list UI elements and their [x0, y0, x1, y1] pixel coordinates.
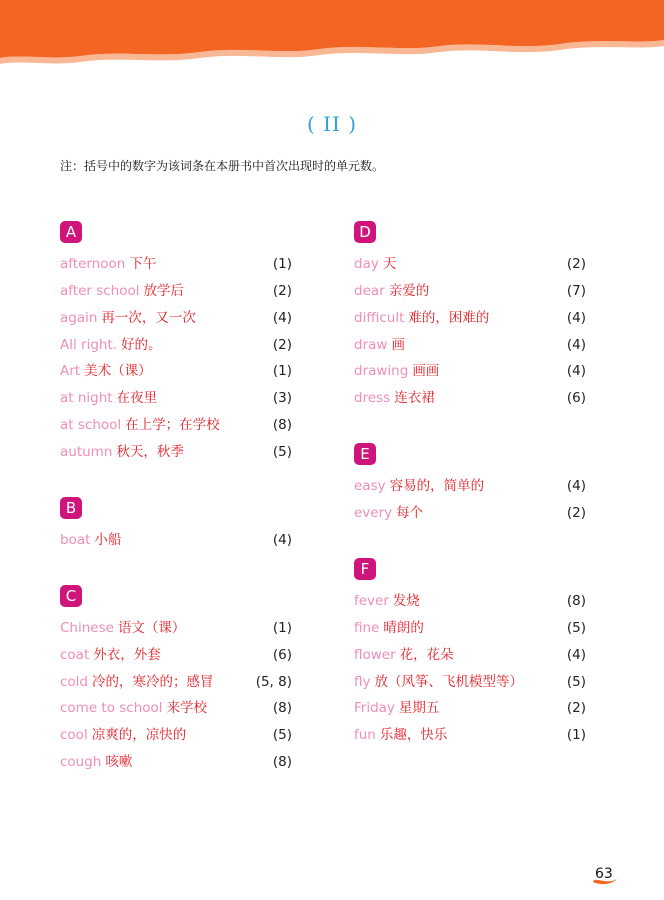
entry-chinese: 冷的，寒冷的；感冒 [92, 674, 214, 690]
list-item [60, 752, 292, 772]
entry-unit: (5) [272, 444, 292, 460]
entry-chinese: 放（风筝、飞机模型等） [374, 674, 523, 690]
entry-chinese: 下午 [129, 256, 157, 272]
list-item [354, 645, 586, 665]
entry-english: draw [354, 337, 388, 353]
entry-unit: (1) [272, 363, 292, 379]
entry-chinese: 外衣，外套 [93, 647, 161, 663]
list-item [60, 308, 292, 328]
list-item [60, 388, 292, 408]
entry-chinese: 来学校 [166, 700, 208, 716]
entry-chinese: 乐趣，快乐 [379, 727, 448, 743]
entry-unit: (5) [566, 620, 586, 636]
entry-unit: (1) [272, 620, 292, 636]
entry-chinese: 星期五 [398, 700, 440, 716]
entry-english: cold [60, 674, 89, 690]
letter-badge-c: C [60, 585, 82, 607]
entry-unit: (8) [272, 700, 292, 716]
list-item [354, 335, 586, 355]
list-item [354, 725, 586, 745]
entry-chinese: 小船 [94, 532, 122, 548]
entry-english: at night [60, 390, 113, 406]
entry-chinese: 晴朗的 [383, 620, 424, 636]
entry-english: again [60, 310, 98, 326]
list-item [60, 618, 292, 638]
entry-chinese: 放学后 [143, 283, 185, 299]
note-text: 注：括号中的数字为该词条在本册书中首次出现时的单元数。 [60, 159, 385, 173]
entry-english: fly [354, 674, 371, 690]
entry-english: fun [354, 727, 376, 743]
entry-english: at school [60, 417, 122, 433]
entry-unit: (1) [272, 256, 292, 272]
page-number: 63 [595, 866, 613, 882]
entry-unit: (2) [566, 700, 586, 716]
entry-chinese: 美术（课） [84, 363, 152, 379]
entry-unit: (4) [272, 532, 292, 548]
list-item [354, 672, 586, 692]
list-item [354, 618, 586, 638]
entry-chinese: 咳嗽 [105, 754, 133, 770]
entry-unit: (3) [272, 390, 292, 406]
entry-english: flower [354, 647, 396, 663]
entry-english: Art [60, 363, 81, 379]
entry-english: difficult [354, 310, 405, 326]
list-item [60, 645, 292, 665]
list-item [60, 698, 292, 718]
entry-unit: (2) [566, 505, 586, 521]
entry-chinese: 语文（课） [117, 620, 186, 636]
list-item [60, 415, 292, 435]
entry-unit: (5) [566, 674, 586, 690]
list-item [354, 308, 586, 328]
entry-english: cool [60, 727, 88, 743]
list-item [354, 281, 586, 301]
entry-english: drawing [354, 363, 409, 379]
letter-badge-e: E [354, 443, 376, 465]
letter-badge-a: A [60, 221, 82, 243]
list-item [354, 698, 586, 718]
entry-english: All right. [60, 337, 118, 353]
entry-english: coat [60, 647, 90, 663]
entry-english: afternoon [60, 256, 126, 272]
entry-chinese: 画画 [412, 363, 440, 379]
entry-chinese: 在上学；在学校 [125, 417, 220, 433]
list-item [60, 442, 292, 462]
entry-unit: (8) [272, 754, 292, 770]
entry-english: day [354, 256, 379, 272]
entry-english: boat [60, 532, 91, 548]
entry-english: fever [354, 593, 389, 609]
section-title: ( II ) [306, 112, 358, 136]
entry-chinese: 好的。 [121, 337, 162, 353]
list-item [354, 503, 586, 523]
entry-english: autumn [60, 444, 113, 460]
list-item [60, 281, 292, 301]
entry-chinese: 天 [382, 256, 397, 272]
entry-english: after school [60, 283, 140, 299]
entry-chinese: 秋天，秋季 [116, 444, 184, 460]
entry-english: every [354, 505, 393, 521]
entry-unit: (4) [566, 647, 586, 663]
entry-chinese: 连衣裙 [394, 390, 435, 406]
list-item [60, 361, 292, 381]
entry-chinese: 再一次，又一次 [101, 310, 196, 326]
list-item [60, 672, 292, 692]
list-item [354, 361, 586, 381]
entry-unit: (6) [272, 647, 292, 663]
top-banner [0, 0, 664, 70]
entry-unit: (8) [272, 417, 292, 433]
entry-english: fine [354, 620, 380, 636]
entry-unit: (1) [566, 727, 586, 743]
entry-english: easy [354, 478, 386, 494]
list-item [354, 591, 586, 611]
entry-chinese: 发烧 [392, 593, 420, 609]
entry-unit: (7) [566, 283, 586, 299]
entry-unit: (8) [566, 593, 586, 609]
entry-chinese: 亲爱的 [388, 283, 430, 299]
entry-english: cough [60, 754, 102, 770]
entry-unit: (2) [272, 337, 292, 353]
entry-unit: (4) [566, 478, 586, 494]
entry-chinese: 花，花朵 [399, 647, 454, 663]
entry-english: dear [354, 283, 385, 299]
letter-badge-d: D [354, 221, 376, 243]
entry-unit: (4) [566, 337, 586, 353]
entry-unit: (4) [566, 363, 586, 379]
list-item [60, 335, 292, 355]
entry-unit: (4) [272, 310, 292, 326]
entry-english: Friday [354, 700, 395, 716]
entry-unit: (2) [566, 256, 586, 272]
list-item [60, 725, 292, 745]
entry-unit: (5) [272, 727, 292, 743]
list-item [354, 476, 586, 496]
list-item [354, 254, 586, 274]
letter-badge-f: F [354, 558, 376, 580]
letter-badge-b: B [60, 497, 82, 519]
entry-chinese: 在夜里 [116, 390, 158, 406]
entry-chinese: 难的，困难的 [408, 310, 490, 326]
entry-chinese: 每个 [396, 505, 424, 521]
entry-chinese: 凉爽的，凉快的 [91, 727, 187, 743]
entry-unit: (4) [566, 310, 586, 326]
entry-unit: (2) [272, 283, 292, 299]
entry-unit: (5, 8) [255, 674, 292, 690]
entry-chinese: 画 [391, 337, 405, 353]
entry-english: Chinese [60, 620, 114, 636]
list-item [354, 388, 586, 408]
entry-chinese: 容易的，简单的 [389, 478, 485, 494]
list-item [60, 254, 292, 274]
entry-english: come to school [60, 700, 163, 716]
list-item [60, 530, 292, 550]
entry-english: dress [354, 390, 391, 406]
entry-unit: (6) [566, 390, 586, 406]
